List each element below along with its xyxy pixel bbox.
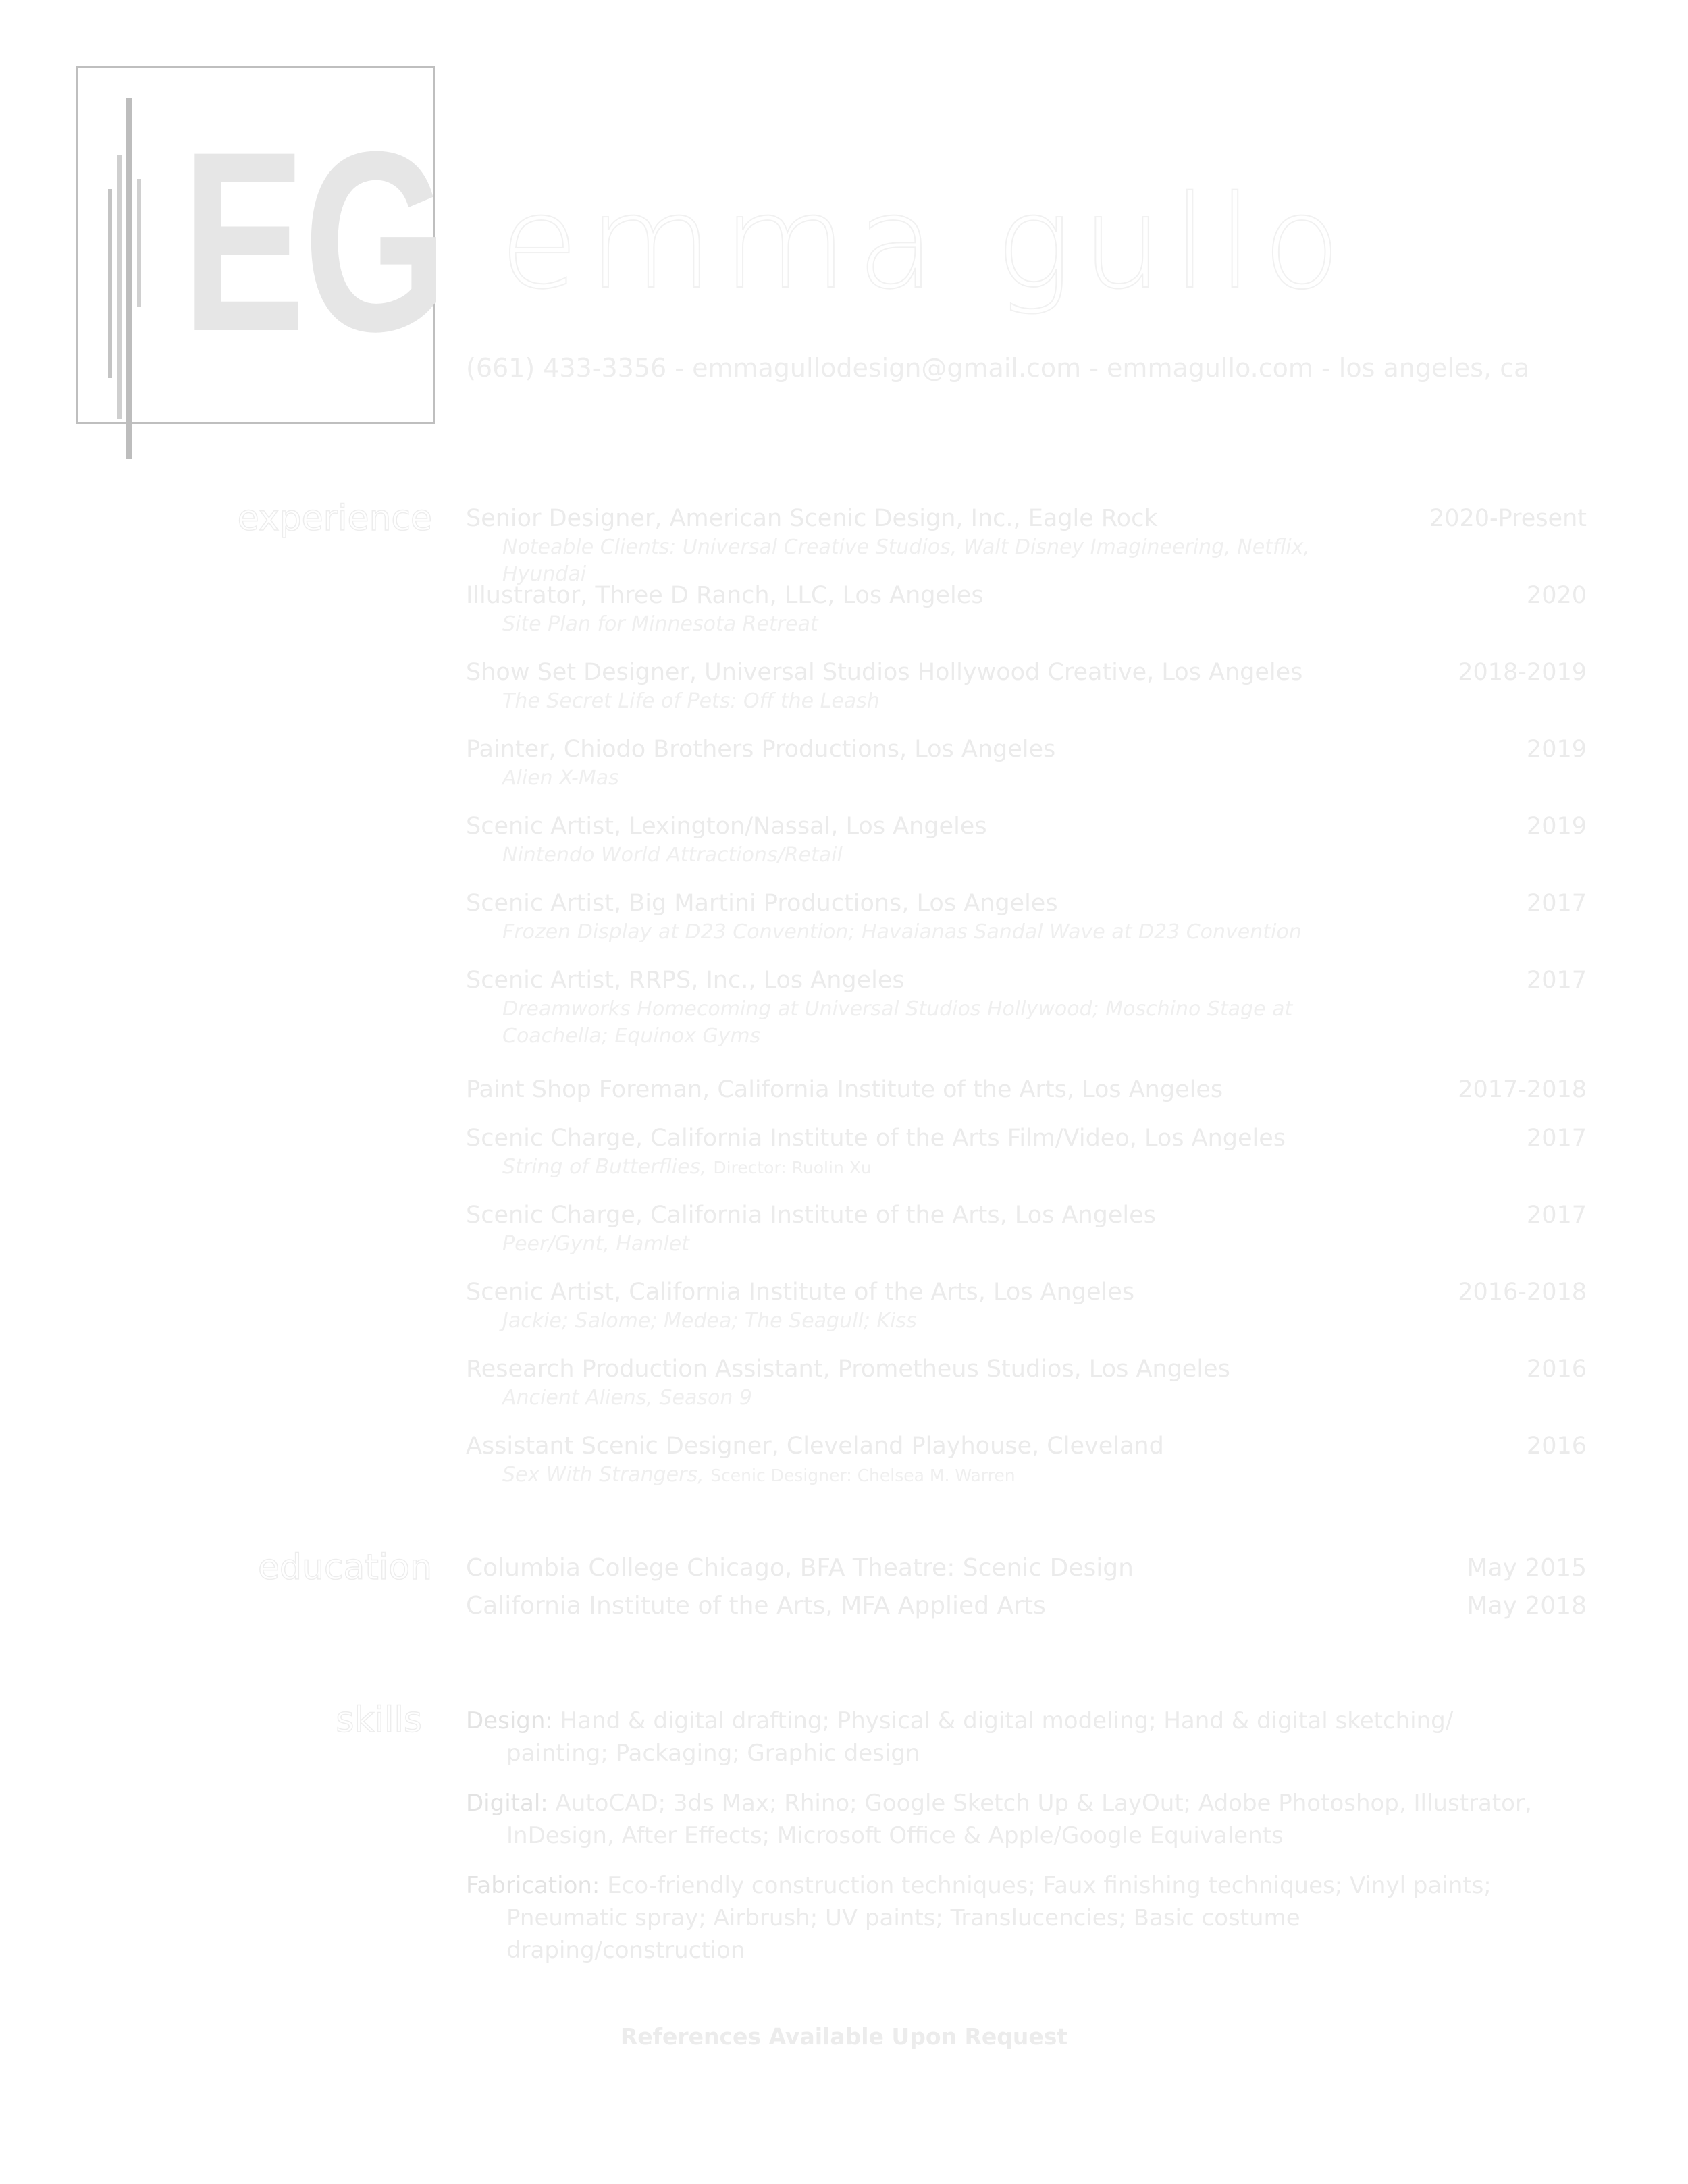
- section-label-skills: skills: [336, 1700, 422, 1740]
- experience-projects: Frozen Display at D23 Convention; Havaianas Sandal Wave at D23 Convention: [502, 920, 1302, 944]
- experience-item: [466, 657, 1587, 734]
- experience-date: 2018-2019: [1458, 659, 1587, 686]
- experience-date: 2017: [1526, 890, 1587, 917]
- experience-title: Scenic Artist, Lexington/Nassal, Los Angeles: [466, 813, 987, 840]
- experience-detail: [466, 1154, 1380, 1181]
- section-label-education: education: [257, 1547, 432, 1588]
- experience-credit: Director: Ruolin Xu: [713, 1158, 872, 1177]
- experience-title: Show Set Designer, Universal Studios Hollywood Creative, Los Angeles: [466, 659, 1303, 686]
- experience-projects: Sex With Strangers,: [502, 1463, 711, 1487]
- experience-title: Paint Shop Foreman, California Institute of the Arts, Los Angeles: [466, 1076, 1223, 1103]
- experience-date: 2017: [1526, 1125, 1587, 1152]
- skill-item: [466, 1869, 1533, 1967]
- experience-date: 2017: [1526, 967, 1587, 994]
- experience-item: [466, 888, 1587, 965]
- experience-title: Scenic Artist, Big Martini Productions, Los Angeles: [466, 890, 1058, 917]
- skill-text: AutoCAD; 3ds Max; Rhino; Google Sketch Up & LayOut; Adobe Photoshop, Illustrator, InDesign, After Effects; Microsoft Office & Apple/Google Equivalents: [506, 1790, 1532, 1849]
- experience-title: Scenic Artist, RRPS, Inc., Los Angeles: [466, 967, 905, 994]
- experience-date: 2019: [1526, 736, 1587, 763]
- candidate-name: emma gullo: [500, 168, 1351, 317]
- section-label-experience: experience: [237, 498, 432, 539]
- education-list: [466, 1551, 1587, 1627]
- experience-title: Assistant Scenic Designer, Cleveland Playhouse, Cleveland: [466, 1433, 1164, 1460]
- experience-title: Painter, Chiodo Brothers Productions, Los Angeles: [466, 736, 1056, 763]
- experience-projects: Site Plan for Minnesota Retreat: [502, 612, 818, 636]
- experience-item: [466, 503, 1587, 586]
- experience-detail: [466, 842, 1380, 869]
- experience-projects: Nintendo World Attractions/Retail: [502, 843, 843, 867]
- experience-credit: Scenic Designer: Chelsea M. Warren: [710, 1466, 1016, 1485]
- education-item: [466, 1551, 1587, 1589]
- experience-item: [466, 1074, 1587, 1123]
- experience-title: Senior Designer, American Scenic Design, Inc., Eagle Rock: [466, 505, 1158, 532]
- experience-projects: String of Butterflies,: [502, 1155, 714, 1179]
- experience-item: [466, 1431, 1587, 1508]
- skill-category: Fabrication:: [466, 1872, 600, 1899]
- education-degree: Columbia College Chicago, BFA Theatre: Scenic Design: [466, 1554, 1134, 1582]
- experience-date: 2017: [1526, 1202, 1587, 1229]
- experience-date: 2016: [1526, 1433, 1587, 1460]
- experience-detail: [466, 1308, 1380, 1335]
- skill-item: [466, 1787, 1533, 1852]
- experience-detail: [466, 611, 1380, 638]
- skill-category: Digital:: [466, 1790, 548, 1817]
- experience-date: 2017-2018: [1458, 1076, 1587, 1103]
- experience-item: [466, 811, 1587, 888]
- experience-item: [466, 1277, 1587, 1354]
- skills-list: [466, 1705, 1614, 1984]
- experience-list: [466, 503, 1587, 1508]
- experience-projects: Alien X-Mas: [502, 766, 619, 790]
- experience-item: [466, 1200, 1587, 1277]
- experience-projects: Jackie; Salome; Medea; The Seagull; Kiss: [502, 1309, 917, 1333]
- references-note: References Available Upon Request: [620, 2023, 1068, 2050]
- experience-item: [466, 965, 1587, 1074]
- experience-projects: Ancient Aliens, Season 9: [502, 1386, 753, 1410]
- experience-detail: [466, 1462, 1380, 1489]
- skill-text: Eco-friendly construction techniques; Faux finishing techniques; Vinyl paints; Pneumatic spray; Airbrush; UV paints; Translucencies; Basic costume draping/construction: [506, 1872, 1492, 1964]
- experience-projects: Noteable Clients: Universal Creative Studios, Walt Disney Imagineering, Netflix, Hyundai: [502, 535, 1310, 586]
- experience-title: Scenic Artist, California Institute of the Arts, Los Angeles: [466, 1279, 1135, 1306]
- experience-detail: [466, 919, 1380, 946]
- experience-detail: [466, 688, 1380, 715]
- monogram-logo: EG: [182, 98, 446, 385]
- education-date: May 2018: [1467, 1592, 1587, 1620]
- experience-projects: Peer/Gynt, Hamlet: [502, 1232, 690, 1256]
- experience-item: [466, 734, 1587, 811]
- experience-date: 2020-Present: [1429, 505, 1587, 532]
- experience-projects: The Secret Life of Pets: Off the Leash: [502, 689, 880, 713]
- experience-date: 2019: [1526, 813, 1587, 840]
- experience-detail: [466, 765, 1380, 792]
- experience-detail: [466, 996, 1380, 1050]
- experience-item: [466, 1354, 1587, 1431]
- skill-category: Design:: [466, 1707, 553, 1734]
- experience-projects: Dreamworks Homecoming at Universal Studios Hollywood; Moschino Stage at Coachella; Equinox Gyms: [502, 997, 1293, 1048]
- education-date: May 2015: [1467, 1554, 1587, 1582]
- experience-date: 2016-2018: [1458, 1279, 1587, 1306]
- education-degree: California Institute of the Arts, MFA Applied Arts: [466, 1592, 1046, 1620]
- experience-date: 2020: [1526, 582, 1587, 609]
- experience-title: Research Production Assistant, Prometheus Studios, Los Angeles: [466, 1356, 1230, 1383]
- experience-date: 2016: [1526, 1356, 1587, 1383]
- experience-title: Illustrator, Three D Ranch, LLC, Los Angeles: [466, 582, 984, 609]
- experience-item: [466, 1123, 1587, 1200]
- contact-line: (661) 433-3356 - emmagullodesign@gmail.com - emmagullo.com - los angeles, ca: [466, 353, 1530, 383]
- education-item: [466, 1589, 1587, 1627]
- experience-detail: [466, 1231, 1380, 1258]
- skill-item: [466, 1705, 1533, 1769]
- experience-detail: [466, 1385, 1380, 1412]
- experience-title: Scenic Charge, California Institute of the Arts Film/Video, Los Angeles: [466, 1125, 1286, 1152]
- skill-text: Hand & digital drafting; Physical & digital modeling; Hand & digital sketching/ painting; Packaging; Graphic design: [506, 1707, 1454, 1767]
- experience-title: Scenic Charge, California Institute of the Arts, Los Angeles: [466, 1202, 1156, 1229]
- experience-item: [466, 580, 1587, 657]
